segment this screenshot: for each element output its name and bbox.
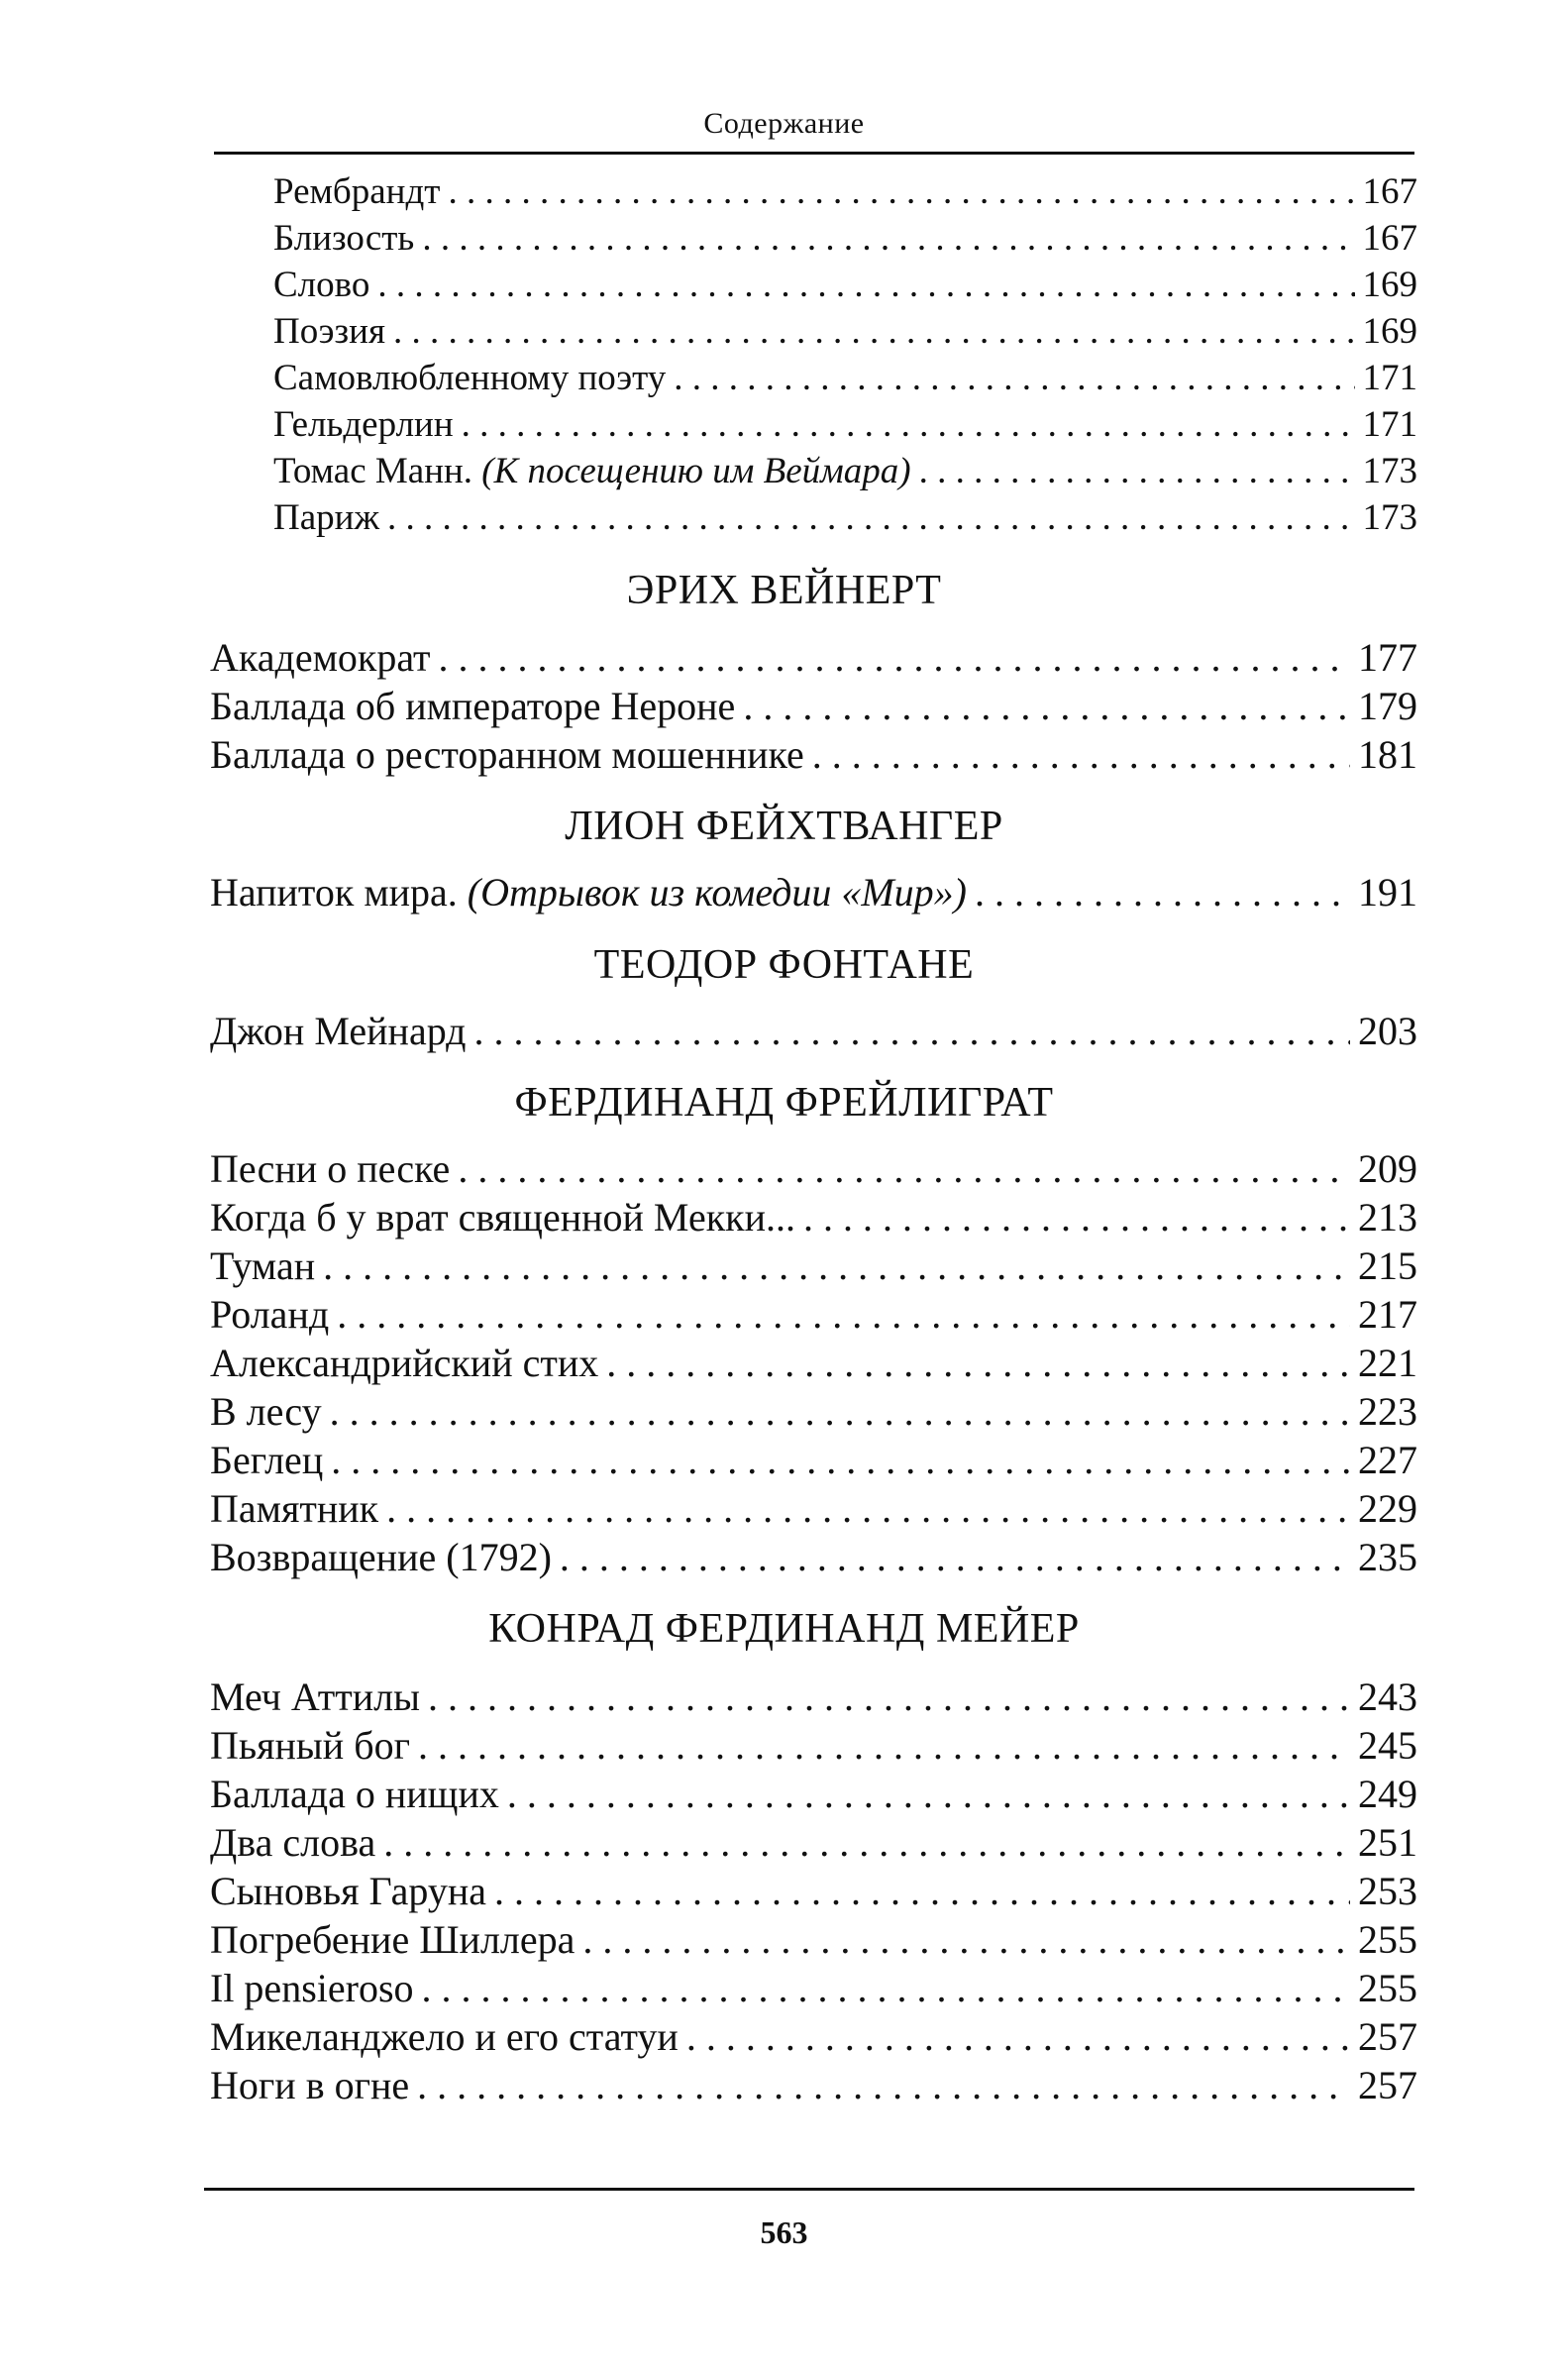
entry-subtitle: (К посещению им Веймара) [481,451,911,491]
entry-page: 167 [1362,218,1417,259]
entry-page: 171 [1362,404,1417,445]
entry-page: 167 [1362,171,1417,212]
entry-title: Академократ [210,635,431,680]
entry-page: 255 [1358,1966,1417,2010]
dot-leader [387,496,1354,539]
entry-title: Сыновья Гаруна [210,1869,487,1913]
page-number: 563 [760,2214,808,2250]
dot-leader [331,1437,1350,1483]
entry-title: Памятник [210,1486,379,1531]
toc-entry [210,1340,1417,1386]
entry-page: 251 [1358,1820,1417,1865]
dot-leader [975,869,1350,916]
toc-entry [210,1008,1417,1054]
toc-entry [273,310,1417,353]
dot-leader [448,170,1354,213]
entry-page: 213 [1358,1195,1417,1240]
dot-leader [812,731,1350,778]
entry-title: Песни о песке [210,1146,451,1191]
dot-leader [428,1673,1350,1720]
toc-entry [210,1437,1417,1483]
toc-entry [210,634,1417,681]
entry-page: 223 [1358,1389,1417,1434]
toc-entry [273,450,1417,492]
dot-leader [383,1819,1350,1866]
entry-page: 255 [1358,1917,1417,1962]
entry-page: 177 [1358,635,1417,680]
toc-entry [273,170,1417,213]
toc-entry [210,1771,1417,1817]
entry-page: 215 [1358,1243,1417,1288]
footer-rule [204,2188,1414,2191]
entry-title: Самовлюбленному поэту [273,358,667,398]
entry-page: 257 [1358,2063,1417,2107]
entry-title: Туман [210,1243,316,1288]
entry-title: Когда б у врат священной Мекки... [210,1195,795,1240]
entry-page: 173 [1362,497,1417,538]
entry-title: Поэзия [273,311,385,352]
dot-leader [582,1916,1350,1963]
dot-leader [439,634,1350,681]
dot-leader [494,1868,1350,1914]
entry-page: 173 [1362,451,1417,491]
entry-title: Баллада о ресторанном мошеннике [210,732,804,777]
toc-entry [210,1485,1417,1532]
dot-leader [386,1485,1350,1532]
dot-leader [323,1242,1350,1289]
entry-title: Баллада об императоре Нероне [210,684,736,728]
section-author: ТЕОДОР ФОНТАНЕ [593,942,975,988]
entry-page: 171 [1362,358,1417,398]
section-author: ФЕРДИНАНД ФРЕЙЛИГРАТ [514,1080,1054,1126]
dot-leader [417,2062,1350,2108]
dot-leader [686,2013,1350,2060]
entry-page: 179 [1358,684,1417,728]
entry-title: Париж [273,497,380,538]
dot-leader [337,1291,1350,1338]
dot-leader [743,683,1350,729]
entry-title: В лесу [210,1389,322,1434]
entry-title: Томас Манн. (К посещению им Веймара) [273,451,911,491]
dot-leader [418,1722,1350,1769]
toc-entry [210,1916,1417,1963]
dot-leader [674,357,1354,399]
toc-entry [210,1242,1417,1289]
entry-title: Баллада о нищих [210,1772,499,1816]
toc-entry [210,1194,1417,1240]
running-header: Содержание [703,107,865,140]
dot-leader [474,1008,1350,1054]
dot-leader [377,264,1354,306]
entry-page: 229 [1358,1486,1417,1531]
entry-title: Погребение Шиллера [210,1917,575,1962]
header-rule [214,152,1414,155]
toc-entry [210,1722,1417,1769]
toc-entry [210,683,1417,729]
entry-title: Меч Аттилы [210,1674,421,1719]
toc-entry [210,1673,1417,1720]
entry-page: 245 [1358,1723,1417,1768]
entry-page: 253 [1358,1869,1417,1913]
entry-title: Близость [273,218,415,259]
dot-leader [330,1388,1350,1435]
entry-title: Напиток мира. (Отрывок из комедии «Мир») [210,870,967,915]
dot-leader [458,1145,1350,1192]
entry-title: Ноги в огне [210,2063,410,2107]
toc-entry [210,1388,1417,1435]
toc-entry [273,403,1417,446]
entry-page: 221 [1358,1341,1417,1385]
entry-title: Беглец [210,1438,324,1482]
toc-entry [210,2062,1417,2108]
toc-entry [273,217,1417,260]
entry-page: 181 [1358,732,1417,777]
dot-leader [462,403,1355,446]
dot-leader [422,217,1354,260]
toc-entry [273,357,1417,399]
entry-title: Слово [273,265,370,305]
entry-title: Гельдерлин [273,404,454,445]
section-author: ЛИОН ФЕЙХТВАНГЕР [565,804,1003,849]
entry-title: Роланд [210,1292,330,1337]
entry-title: Александрийский стих [210,1341,599,1385]
entry-page: 169 [1362,311,1417,352]
entry-title: Рембрандт [273,171,441,212]
section-author: КОНРАД ФЕРДИНАНД МЕЙЕР [488,1606,1080,1652]
entry-page: 209 [1358,1146,1417,1191]
entry-page: 227 [1358,1438,1417,1482]
toc-entry [210,1965,1417,2011]
dot-leader [803,1194,1350,1240]
dot-leader [393,310,1355,353]
dot-leader [919,450,1355,492]
toc-entry [210,2013,1417,2060]
entry-title: Пьяный бог [210,1723,410,1768]
entry-title: Два слова [210,1820,376,1865]
toc-entry [210,1868,1417,1914]
toc-entry [210,1819,1417,1866]
entry-subtitle: (Отрывок из комедии «Мир») [467,870,967,915]
toc-entry [273,264,1417,306]
toc-entry [210,869,1417,916]
dot-leader [422,1965,1350,2011]
dot-leader [560,1534,1350,1580]
dot-leader [606,1340,1350,1386]
dot-leader [507,1771,1350,1817]
toc-entry [210,1145,1417,1192]
entry-page: 249 [1358,1772,1417,1816]
toc-entry [273,496,1417,539]
entry-page: 235 [1358,1535,1417,1579]
entry-page: 203 [1358,1009,1417,1053]
entry-title: Возвращение (1792) [210,1535,552,1579]
entry-title: Il pensieroso [210,1966,414,2010]
entry-page: 257 [1358,2014,1417,2059]
entry-page: 243 [1358,1674,1417,1719]
entry-title: Микеланджело и его статуи [210,2014,679,2059]
entry-page: 191 [1358,870,1417,915]
entry-page: 217 [1358,1292,1417,1337]
entry-page: 169 [1362,265,1417,305]
entry-title: Джон Мейнард [210,1009,467,1053]
toc-entry [210,1534,1417,1580]
toc-entry [210,1291,1417,1338]
section-author: ЭРИХ ВЕЙНЕРТ [626,568,942,613]
toc-entry [210,731,1417,778]
